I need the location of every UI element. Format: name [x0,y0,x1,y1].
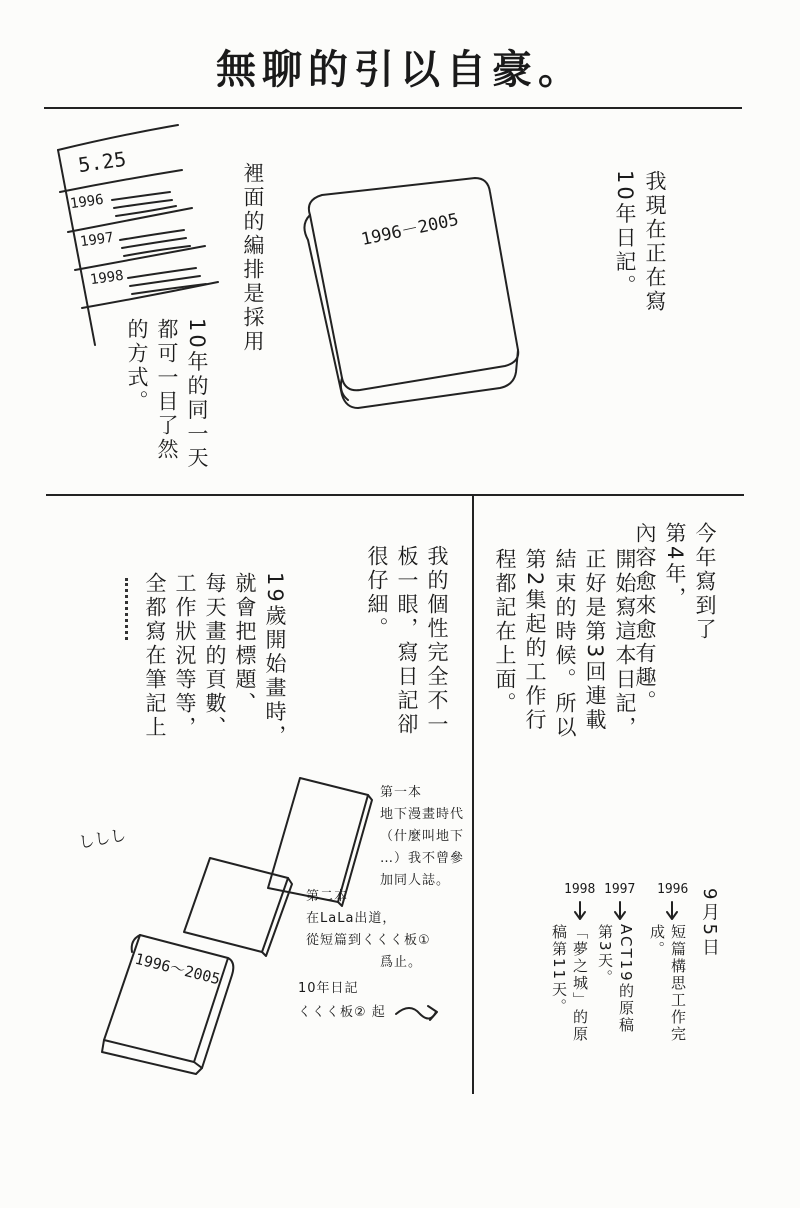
note1-line-3: （什麼叫地下 [380,829,465,844]
calendar-year-2: 1997 [79,229,115,251]
note2-line-2: 在LaLa出道， [306,911,397,926]
personality-caption: 我的個性完全不一 板一眼，寫日記卻 很仔細。 [365,545,449,737]
entry-1997-text: ACT19的原稿 第3天。 [596,924,635,1034]
diary-note-line-2: くくく板② 起 [298,1005,386,1020]
entry-1998-text: 「夢之城」的原 稿第11天。 [550,924,589,1043]
note1-line-2: 地下漫畫時代 [380,807,465,822]
calendar-date: 5.25 [76,146,128,178]
entry-1996-text: 短篇構思工作完 成。 [648,924,687,1043]
note2-line-4: 爲止。 [380,955,423,970]
diary-note-line-1: 10年日記 [298,981,359,996]
entry-date: 9月5日 [699,888,720,959]
note1-line-1: 第一本 [380,785,423,800]
calendar-year-3: 1998 [89,267,125,289]
writing-caption: 我現在正在寫 10年日記。 [613,170,667,314]
start-caption: 開始寫這本日記， 正好是第3回連載 結束的時候。所以 第2集起的工作行 程都記在上面。 [493,548,637,740]
note2-line-3: 從短篇到くくく板① [306,933,431,948]
note2-line-1: 第二本 [306,889,349,904]
book-label: 1996－2005 [359,209,461,251]
note1-line-4: …）我不曾參 [380,851,465,866]
page-title: 無聊的引以自豪。 [216,47,584,93]
layout-caption: 裡面的編排是採用 [241,162,265,354]
entry-1997-year: 1997 [604,882,636,897]
note1-line-5: 加同人誌。 [380,873,451,888]
sound-effect: ししし [76,824,128,853]
fourth-year-caption: 今年寫到了 第4年， 內容愈來愈有趣。 [633,522,717,714]
diary-book-label: 1996～2005 [132,949,223,989]
habit-caption: 19歲開始畫時， 就會把標題、 每天畫的頁數、 工作狀況等等， 全都寫在筆記上 [143,572,287,749]
entry-1998-year: 1998 [564,882,596,897]
calendar-year-1: 1996 [69,191,105,213]
same-day-caption: 10年的同一天 都可一目了然 的方式。 [125,318,209,471]
entry-1996-year: 1996 [657,882,689,897]
